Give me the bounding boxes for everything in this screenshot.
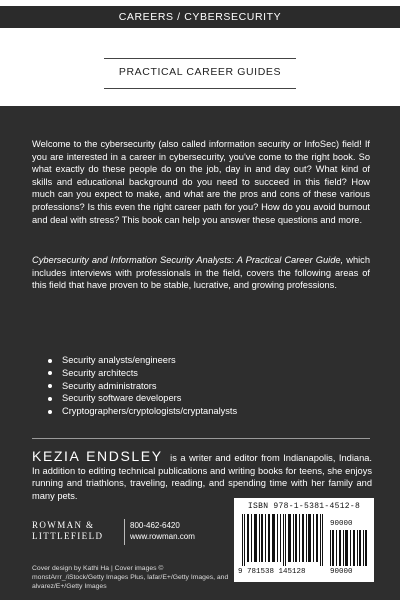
back-cover-panel xyxy=(0,106,400,600)
header-band xyxy=(0,0,400,106)
publisher-contact xyxy=(130,520,195,542)
publisher-name-line2: LITTLEFIELD xyxy=(32,531,104,541)
price-code: 90000 xyxy=(330,520,353,528)
publisher-logo xyxy=(32,520,120,542)
book-title: Cybersecurity and Information Security Analysts: A Practical Career Guide, xyxy=(32,255,344,265)
career-list xyxy=(48,354,237,418)
list-item: Security software developers xyxy=(48,392,237,405)
author-bio xyxy=(32,450,372,502)
price-barcode-icon xyxy=(330,530,368,566)
series-label: PRACTICAL CAREER GUIDES xyxy=(118,66,282,78)
author-name: KEZIA ENDSLEY xyxy=(32,448,163,464)
publisher-name-line1: ROWMAN & xyxy=(32,520,95,530)
barcode-digits: 9 781538 145128 xyxy=(238,568,306,576)
category-label: CAREERS / CYBERSECURITY xyxy=(0,6,400,28)
blurb-paragraph: Welcome to the cybersecurity (also called information security or InfoSec) field! If you are interested in a career in cybersecurity, you've come to the right book. So what exactly do these people do on the job, day in and day out? What kind of skills and educational background do you need to succeed in this field? How much can you expect to make, and what are the pros and cons of these various professions? Is this even the right career path for you? How do you avoid burnout and deal with stress? This book can help you answer these questions and more. xyxy=(32,139,370,225)
series-rule-bottom xyxy=(104,88,296,89)
barcode-bars-icon xyxy=(242,514,326,566)
author-bio-text: is a writer and editor from Indianapolis, Indiana. In addition to editing technical publications and writing books for teens, she enjoys running and triathlons, traveling, reading, and spending time with her family and many pets. xyxy=(32,453,372,501)
list-item: Security analysts/engineers xyxy=(48,354,237,367)
list-item: Cryptographers/cryptologists/cryptanalysts xyxy=(48,405,237,418)
series-rule-top xyxy=(104,58,296,59)
publisher-divider xyxy=(124,519,125,545)
blurb-paragraph-2 xyxy=(32,254,370,292)
list-item: Security architects xyxy=(48,367,237,380)
isbn-number: ISBN 978-1-5381-4512-8 xyxy=(247,502,361,511)
author-divider xyxy=(32,438,370,439)
list-item: Security administrators xyxy=(48,380,237,393)
price-code-digits: 90000 xyxy=(330,568,353,576)
cover-credits: Cover design by Kathi Ha | Cover images © monstArrr_/iStock/Getty Images Plus, lafar/E+/Getty Images, and alvarez/E+/Getty Images xyxy=(32,565,229,591)
blurb-paragraph-2-text: which includes interviews with professionals in the field, covers the following areas of this field that have proven to be stable, lucrative, and growing professions. xyxy=(32,255,371,291)
publisher-phone: 800-462-6420 xyxy=(130,521,180,530)
isbn-barcode xyxy=(234,498,374,582)
publisher-website: www.rowman.com xyxy=(130,532,195,541)
